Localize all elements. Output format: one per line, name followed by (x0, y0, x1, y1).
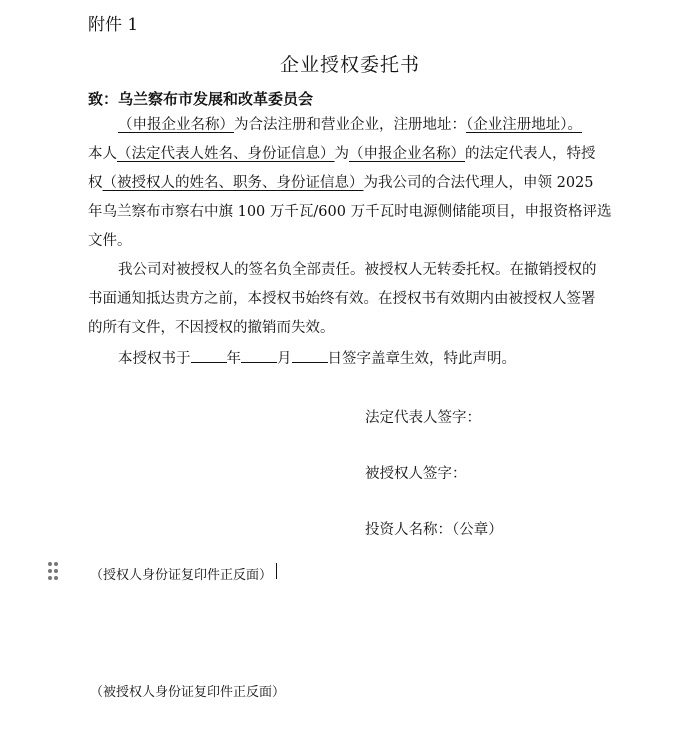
text-segment: 为 (334, 146, 349, 162)
paragraph-1-line-5: 文件。 (88, 233, 132, 249)
text-segment: 年 (226, 351, 241, 367)
paragraph-1-line-1 (118, 118, 582, 133)
legal-rep-signature-label: 法定代表人签字： (365, 410, 481, 426)
blank-day (292, 350, 328, 363)
grantee-id-copy-label: （被授权人身份证复印件正反面） (90, 685, 286, 700)
placeholder-company-address: （企业注册地址）。 (466, 117, 582, 133)
paragraph-2-line-1: 我公司对被授权人的签名负全部责任。被授权人无转委托权。在撤销授权的 (118, 262, 597, 278)
investor-seal-label: 投资人名称：（公章） (365, 522, 503, 538)
placeholder-grantee-info: （被授权人的姓名、职务、身份证信息） (102, 175, 364, 191)
grantor-id-copy-label: （授权人身份证复印件正反面） (90, 568, 273, 583)
drag-handle-icon[interactable] (48, 562, 60, 583)
paragraph-3-effective-date (118, 350, 516, 367)
paragraph-2-line-2: 书面通知抵达贵方之前，本授权书始终有效。在授权书有效期内由被授权人签署 (88, 291, 596, 307)
text-segment: 权 (88, 175, 103, 191)
paragraph-1-line-4: 年乌兰察布市察右中旗 100 万千瓦/600 万千瓦时电源侧储能项目，申报资格评选 (88, 204, 612, 220)
text-segment: 为我公司的合法代理人，申领 2025 (363, 175, 594, 191)
paragraph-1-line-2 (88, 147, 596, 162)
text-segment: 的法定代表人，特授 (465, 146, 596, 162)
text-segment: 日签字盖章生效，特此声明。 (327, 351, 516, 367)
document-title: 企业授权委托书 (279, 54, 420, 76)
text-segment: 为合法注册和营业企业，注册地址： (234, 117, 466, 133)
text-segment: 本人 (88, 146, 117, 162)
paragraph-1-line-3 (88, 176, 594, 191)
text-segment: 月 (277, 351, 292, 367)
grantee-signature-label: 被授权人签字： (365, 466, 467, 482)
attachment-label: 附件 1 (88, 15, 139, 35)
text-cursor (276, 563, 277, 579)
addressee: 致：乌兰察布市发展和改革委员会 (88, 90, 314, 108)
placeholder-legal-rep-info: （法定代表人姓名、身份证信息） (117, 146, 335, 162)
placeholder-company-name: （申报企业名称） (118, 117, 234, 133)
placeholder-company-name: （申报企业名称） (349, 146, 465, 162)
blank-month (241, 350, 277, 363)
paragraph-2-line-3: 的所有文件，不因授权的撤销而失效。 (88, 320, 335, 336)
blank-year (191, 350, 227, 363)
text-segment: 本授权书于 (118, 351, 191, 367)
